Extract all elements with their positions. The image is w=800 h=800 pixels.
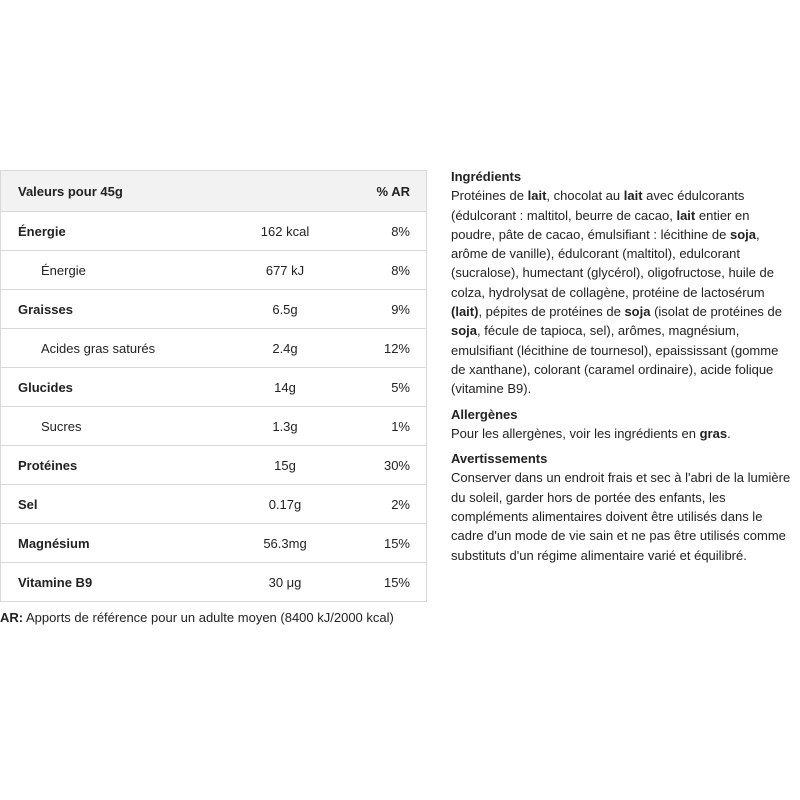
table-row xyxy=(1,368,427,407)
nutrient-quantity: 30 μg xyxy=(231,563,339,602)
nutrient-ar: 8% xyxy=(339,251,427,290)
warnings-text: Conserver dans un endroit frais et sec à l'abri de la lumière du soleil, garder hors de portée des enfants, les compléments alimentaires doivent être utilisés dans le cadre d'un mode de vie sain et ne pas être utilisés comme substituts d'un régime alimentaire varié et équilibré. xyxy=(451,470,791,563)
nutrition-table xyxy=(0,170,427,602)
table-row xyxy=(1,563,427,602)
nutrient-quantity: 1.3g xyxy=(231,407,339,446)
nutrient-name: Protéines xyxy=(1,446,232,485)
header-quantity xyxy=(231,171,339,212)
nutrient-ar: 15% xyxy=(339,563,427,602)
nutrient-name: Graisses xyxy=(1,290,232,329)
table-row xyxy=(1,485,427,524)
nutrient-ar: 15% xyxy=(339,524,427,563)
header-ar-label: % AR xyxy=(339,171,427,212)
table-row xyxy=(1,407,427,446)
nutrient-quantity: 15g xyxy=(231,446,339,485)
text-run: , chocolat au xyxy=(546,188,624,204)
bold-allergen: lait xyxy=(676,207,696,223)
reference-intake-note xyxy=(0,610,394,625)
table-header-row xyxy=(1,171,427,212)
bold-allergen: gras xyxy=(699,425,728,441)
text-run: entier en poudre, pâte de cacao, émulsifiant : lécithine de xyxy=(451,207,750,242)
nutrient-ar: 5% xyxy=(339,368,427,407)
nutrient-quantity: 14g xyxy=(231,368,339,407)
bold-allergen: soja xyxy=(729,226,756,242)
header-values-label: Valeurs pour 45g xyxy=(1,171,232,212)
nutrient-name: Magnésium xyxy=(1,524,232,563)
table-row xyxy=(1,251,427,290)
text-run: (isolat de protéines de xyxy=(650,304,782,320)
nutrient-name: Glucides xyxy=(1,368,232,407)
nutrient-quantity: 0.17g xyxy=(231,485,339,524)
bold-allergen: soja xyxy=(451,323,478,339)
nutrient-quantity: 56.3mg xyxy=(231,524,339,563)
table-row xyxy=(1,329,427,368)
nutrient-name: Sucres xyxy=(1,407,232,446)
nutrient-ar: 9% xyxy=(339,290,427,329)
reference-intake-label: AR: xyxy=(0,610,24,625)
nutrient-quantity: 162 kcal xyxy=(231,212,339,251)
text-run: Pour les allergènes, voir les ingrédients en xyxy=(451,425,700,441)
nutrient-ar: 30% xyxy=(339,446,427,485)
text-run: , fécule de tapioca, sel), arômes, magnésium, emulsifiant (lécithine de tournesol), epaississant (gomme de xanthane), colorant (caramel ordinaire), acide folique (vitamine B9). xyxy=(451,323,779,397)
bold-allergen: soja xyxy=(624,304,651,320)
allergens-text xyxy=(451,424,796,443)
nutrient-name: Sel xyxy=(1,485,232,524)
reference-intake-text: Apports de référence pour un adulte moyen (8400 kJ/2000 kcal) xyxy=(23,610,394,625)
table-row xyxy=(1,524,427,563)
table-row xyxy=(1,290,427,329)
nutrient-name: Vitamine B9 xyxy=(1,563,232,602)
warnings-title: Avertissements xyxy=(451,451,548,467)
bold-allergen: lait xyxy=(623,188,643,204)
allergens-title: Allergènes xyxy=(451,406,518,422)
product-info-panel xyxy=(451,167,796,571)
nutrient-name: Énergie xyxy=(1,251,232,290)
table-row xyxy=(1,212,427,251)
table-row xyxy=(1,446,427,485)
nutrient-name: Énergie xyxy=(1,212,232,251)
nutrient-ar: 2% xyxy=(339,485,427,524)
ingredients-text xyxy=(451,186,796,398)
nutrient-quantity: 677 kJ xyxy=(231,251,339,290)
nutrient-quantity: 6.5g xyxy=(231,290,339,329)
bold-allergen: (lait) xyxy=(451,304,479,320)
nutrient-ar: 12% xyxy=(339,329,427,368)
nutrient-ar: 8% xyxy=(339,212,427,251)
ingredients-title: Ingrédients xyxy=(451,169,522,184)
text-run: . xyxy=(727,425,731,441)
text-run: Protéines de xyxy=(451,188,528,204)
text-run: , arôme de vanille), édulcorant (maltitol), edulcorant (sucralose), humectant (glycérol), oligofructose, huile de colza, hydrolysat de collagène, protéine de lactosérum xyxy=(451,226,774,300)
nutrient-quantity: 2.4g xyxy=(231,329,339,368)
bold-allergen: lait xyxy=(527,188,547,204)
text-run: avec édulcorants (édulcorant : maltitol, beurre de cacao, xyxy=(451,188,745,223)
text-run: , pépites de protéines de xyxy=(478,304,625,320)
nutrient-name: Acides gras saturés xyxy=(1,329,232,368)
nutrient-ar: 1% xyxy=(339,407,427,446)
